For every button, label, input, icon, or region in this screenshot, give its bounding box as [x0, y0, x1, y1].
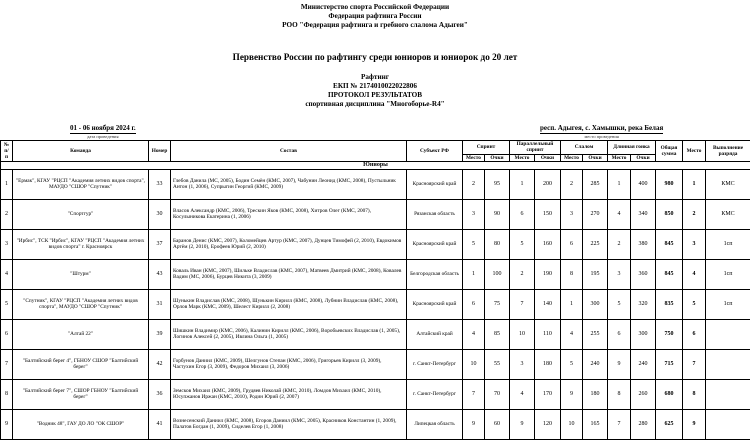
table-row — [1, 229, 750, 259]
row-number: 37 — [149, 229, 171, 259]
long-points: 340 — [631, 199, 656, 229]
table-row — [1, 319, 750, 349]
long-place: 7 — [608, 409, 631, 439]
row-total: 980 — [656, 169, 683, 199]
long-place: 2 — [608, 229, 631, 259]
row-place: 5 — [683, 289, 706, 319]
row-region: Рязанская область — [407, 199, 463, 229]
row-region: Красноярский край — [407, 289, 463, 319]
col-rank: Выполнение разряда — [706, 141, 750, 162]
long-points: 380 — [631, 229, 656, 259]
table-row — [1, 199, 750, 229]
regional-federation-line: РОО "Федерация рафтинга и гребного слалома Адыгеи" — [0, 21, 750, 30]
row-no: 3 — [1, 229, 13, 259]
row-region: Красноярский край — [407, 169, 463, 199]
parallel-points: 110 — [535, 319, 561, 349]
col-long: Длинная гонка — [608, 141, 656, 155]
row-team: "Алтай 22" — [13, 319, 149, 349]
row-team: "Балтийский берег 7", СШОР ГБНОУ "Балтийский берег" — [13, 379, 149, 409]
slalom-place: 8 — [561, 259, 583, 289]
sprint-points: 55 — [485, 349, 510, 379]
sprint-points: 60 — [485, 409, 510, 439]
row-roster: Земсков Михаил (КМС, 2009), Грудяев Николай (КМС, 2010), Ломдов Михаил (КМС, 2010), Юсупжанов Иржан (КМС, 2010), Родин Юрий (2, 2007) — [171, 379, 407, 409]
long-points: 400 — [631, 169, 656, 199]
long-place: 3 — [608, 259, 631, 289]
col-place: Место — [683, 141, 706, 162]
row-no: 9 — [1, 409, 13, 439]
table-row — [1, 259, 750, 289]
row-roster: Власов Александр (КМС, 2006), Трескин Яков (КМС, 2008), Хитров Олег (КМС, 2007), Косулыникова Екатерина (1, 2006) — [171, 199, 407, 229]
row-place: 9 — [683, 409, 706, 439]
sprint-points: 80 — [485, 229, 510, 259]
table-row — [1, 169, 750, 199]
long-place: 8 — [608, 379, 631, 409]
sprint-place: 4 — [463, 319, 485, 349]
row-number: 39 — [149, 319, 171, 349]
sub-points: Очки — [631, 154, 656, 161]
long-place: 5 — [608, 289, 631, 319]
results-table — [0, 140, 750, 440]
slalom-points: 285 — [583, 169, 608, 199]
row-place: 7 — [683, 349, 706, 379]
row-rank: 1сп — [706, 259, 750, 289]
table-row — [1, 289, 750, 319]
row-region: Красноярский край — [407, 229, 463, 259]
row-no: 1 — [1, 169, 13, 199]
col-team: Команда — [13, 141, 149, 162]
row-roster: Вознесенский Даниил (КМС, 2008), Егоров Даниил (КМС, 2005), Красников Константин (1, 2009), Палатов Богдан (1, 2009), Сиделев Егор (1, 2008) — [171, 409, 407, 439]
col-no: № п/п — [1, 141, 13, 162]
row-roster: Шишкин Владимир (КМС, 2006), Калинин Кирилл (КМС, 2006), Воробьевских Владислав (1, 2005), Логинов Алексей (2, 2005), Ивлина Ольга (1, 2005) — [171, 319, 407, 349]
row-total: 625 — [656, 409, 683, 439]
sprint-place: 2 — [463, 169, 485, 199]
competition-title: Первенство России по рафтингу среди юниоров и юниорок до 20 лет — [0, 52, 750, 63]
event-place-value: респ. Адыгея, с. Хамышки, река Белая — [540, 124, 663, 132]
slalom-place: 1 — [561, 289, 583, 319]
row-roster: Баранов Денис (КМС, 2007), Коломейцев Артур (КМС, 2007), Дунцев Тимофей (2, 2010), Евдокимов Артём (2, 2010), Ерофеев Юрий (2, 2010) — [171, 229, 407, 259]
col-number: Номер — [149, 141, 171, 162]
row-number: 33 — [149, 169, 171, 199]
sprint-points: 95 — [485, 169, 510, 199]
row-roster: Коваль Иван (КМС, 2007), Шильке Владислав (КМС, 2007), Матвеев Дмитрий (КМС, 2008), Ковалев Вадим (МС, 2006), Бурцев Никита (3, 2009) — [171, 259, 407, 289]
long-place: 9 — [608, 349, 631, 379]
slalom-place: 3 — [561, 199, 583, 229]
row-rank: 1сп — [706, 229, 750, 259]
row-rank: КМС — [706, 199, 750, 229]
row-rank — [706, 409, 750, 439]
row-number: 42 — [149, 349, 171, 379]
parallel-place: 1 — [510, 169, 535, 199]
long-points: 280 — [631, 409, 656, 439]
parallel-place: 10 — [510, 319, 535, 349]
row-number: 41 — [149, 409, 171, 439]
row-place: 8 — [683, 379, 706, 409]
table-row — [1, 409, 750, 439]
slalom-place: 2 — [561, 169, 583, 199]
col-slalom: Слалом — [561, 141, 608, 155]
row-total: 715 — [656, 349, 683, 379]
row-rank: 1сп — [706, 289, 750, 319]
parallel-place: 7 — [510, 289, 535, 319]
parallel-place: 9 — [510, 409, 535, 439]
slalom-place: 9 — [561, 379, 583, 409]
long-points: 300 — [631, 319, 656, 349]
slalom-place: 5 — [561, 349, 583, 379]
sub-points: Очки — [535, 154, 561, 161]
row-team: "Штурм" — [13, 259, 149, 289]
parallel-points: 180 — [535, 349, 561, 379]
row-total: 680 — [656, 379, 683, 409]
protocol-title: ПРОТОКОЛ РЕЗУЛЬТАТОВ — [0, 91, 750, 100]
row-total: 750 — [656, 319, 683, 349]
row-total: 845 — [656, 259, 683, 289]
row-team: "Водник 48", ГАУ ДО ЛО "ОК СШОР" — [13, 409, 149, 439]
row-place: 2 — [683, 199, 706, 229]
ministry-line: Министерство спорта Российской Федерации — [0, 3, 750, 12]
row-total: 835 — [656, 289, 683, 319]
sprint-place: 1 — [463, 259, 485, 289]
slalom-points: 225 — [583, 229, 608, 259]
parallel-place: 5 — [510, 229, 535, 259]
row-rank — [706, 319, 750, 349]
row-no: 2 — [1, 199, 13, 229]
parallel-place: 4 — [510, 379, 535, 409]
long-points: 320 — [631, 289, 656, 319]
sprint-place: 7 — [463, 379, 485, 409]
row-team: "Ирбис", ТСК "Ирбис", КГАУ "РЦСП "Академия летних видов спорта" г. Красноярск — [13, 229, 149, 259]
parallel-points: 160 — [535, 229, 561, 259]
row-number: 31 — [149, 289, 171, 319]
row-no: 6 — [1, 319, 13, 349]
parallel-points: 150 — [535, 199, 561, 229]
row-team: "Балтийский берег 4", ГБНОУ СШОР "Балтийский берег" — [13, 349, 149, 379]
sub-points: Очки — [485, 154, 510, 161]
row-region: Липецкая область — [407, 409, 463, 439]
sprint-place: 3 — [463, 199, 485, 229]
row-no: 7 — [1, 349, 13, 379]
col-parallel: Параллельный спринт — [510, 141, 561, 155]
ekp-number: ЕКП № 2174010022022806 — [0, 82, 750, 91]
row-roster: Глебов Данила (МС, 2005), Бодин Семён (КМС, 2007), Чабунин Леонид (КМС, 2008), Пустыльник Антон (1, 2006), Супрыгин Георгий (КМС, 2009) — [171, 169, 407, 199]
sport-name: Рафтинг — [0, 73, 750, 82]
event-date — [70, 124, 136, 139]
slalom-place: 6 — [561, 229, 583, 259]
sprint-points: 100 — [485, 259, 510, 289]
col-sprint: Спринт — [463, 141, 510, 155]
parallel-place: 3 — [510, 349, 535, 379]
sprint-place: 5 — [463, 229, 485, 259]
event-place — [540, 124, 663, 139]
group-label: Юниоры — [1, 161, 750, 169]
row-rank — [706, 349, 750, 379]
slalom-points: 195 — [583, 259, 608, 289]
sprint-place: 9 — [463, 409, 485, 439]
row-region: г. Санкт-Петербург — [407, 349, 463, 379]
long-place: 6 — [608, 319, 631, 349]
slalom-points: 300 — [583, 289, 608, 319]
table-row — [1, 379, 750, 409]
row-place: 3 — [683, 229, 706, 259]
sprint-points: 90 — [485, 199, 510, 229]
federation-line: Федерация рафтинга России — [0, 12, 750, 21]
slalom-place: 10 — [561, 409, 583, 439]
row-place: 1 — [683, 169, 706, 199]
parallel-points: 170 — [535, 379, 561, 409]
row-total: 850 — [656, 199, 683, 229]
long-points: 360 — [631, 259, 656, 289]
slalom-points: 165 — [583, 409, 608, 439]
slalom-points: 240 — [583, 349, 608, 379]
row-no: 8 — [1, 379, 13, 409]
col-region: Субъект РФ — [407, 141, 463, 162]
long-place: 1 — [608, 169, 631, 199]
row-region: г. Санкт-Петербург — [407, 379, 463, 409]
sub-points: Очки — [583, 154, 608, 161]
long-points: 240 — [631, 349, 656, 379]
event-date-value: 01 - 06 ноября 2024 г. — [70, 124, 136, 132]
sprint-points: 85 — [485, 319, 510, 349]
row-number: 30 — [149, 199, 171, 229]
row-region: Алтайский край — [407, 319, 463, 349]
parallel-points: 190 — [535, 259, 561, 289]
row-rank: КМС — [706, 169, 750, 199]
parallel-points: 140 — [535, 289, 561, 319]
slalom-points: 270 — [583, 199, 608, 229]
row-total: 845 — [656, 229, 683, 259]
event-date-label: дата проведения — [70, 133, 136, 139]
row-roster: Горбунов Даниил (КМС, 2009), Шелгунов Степан (КМС, 2006), Григорьев Кирилл (3, 2009), Частухин Егор (3, 2009), Федоров Михаил (3, 2006) — [171, 349, 407, 379]
row-no: 4 — [1, 259, 13, 289]
parallel-points: 200 — [535, 169, 561, 199]
row-no: 5 — [1, 289, 13, 319]
row-team: "Ермак", КГАУ "РЦСП "Академия летних видов спорта", МАУДО "СШОР "Спутник" — [13, 169, 149, 199]
parallel-place: 6 — [510, 199, 535, 229]
col-roster: Состав — [171, 141, 407, 162]
row-region: Белгородская область — [407, 259, 463, 289]
row-roster: Шунькин Владислав (КМС, 2008), Шунькин Кирилл (КМС, 2008), Лубнин Владислав (КМС, 2008), Орлов Марк (КМС, 2009), Шелест Кирилл (2, 2008) — [171, 289, 407, 319]
slalom-points: 255 — [583, 319, 608, 349]
row-rank — [706, 379, 750, 409]
sub-place: Место — [608, 154, 631, 161]
row-number: 36 — [149, 379, 171, 409]
slalom-points: 180 — [583, 379, 608, 409]
discipline-line: спортивная дисциплина "Многоборье-R4" — [0, 100, 750, 109]
row-number: 43 — [149, 259, 171, 289]
slalom-place: 4 — [561, 319, 583, 349]
long-points: 260 — [631, 379, 656, 409]
parallel-points: 120 — [535, 409, 561, 439]
sprint-place: 10 — [463, 349, 485, 379]
table-row — [1, 349, 750, 379]
row-place: 4 — [683, 259, 706, 289]
long-place: 4 — [608, 199, 631, 229]
sub-place: Место — [463, 154, 485, 161]
event-place-label: место проведения — [540, 133, 663, 139]
sub-place: Место — [561, 154, 583, 161]
row-team: "Спортгур" — [13, 199, 149, 229]
parallel-place: 2 — [510, 259, 535, 289]
sprint-points: 75 — [485, 289, 510, 319]
row-team: "Спутник", КГАУ "РЦСП "Академия летних видов спорта", МАУДО "СШОР "Спутник" — [13, 289, 149, 319]
row-place: 6 — [683, 319, 706, 349]
sprint-place: 6 — [463, 289, 485, 319]
sprint-points: 70 — [485, 379, 510, 409]
col-total: Общая сумма — [656, 141, 683, 162]
sub-place: Место — [510, 154, 535, 161]
